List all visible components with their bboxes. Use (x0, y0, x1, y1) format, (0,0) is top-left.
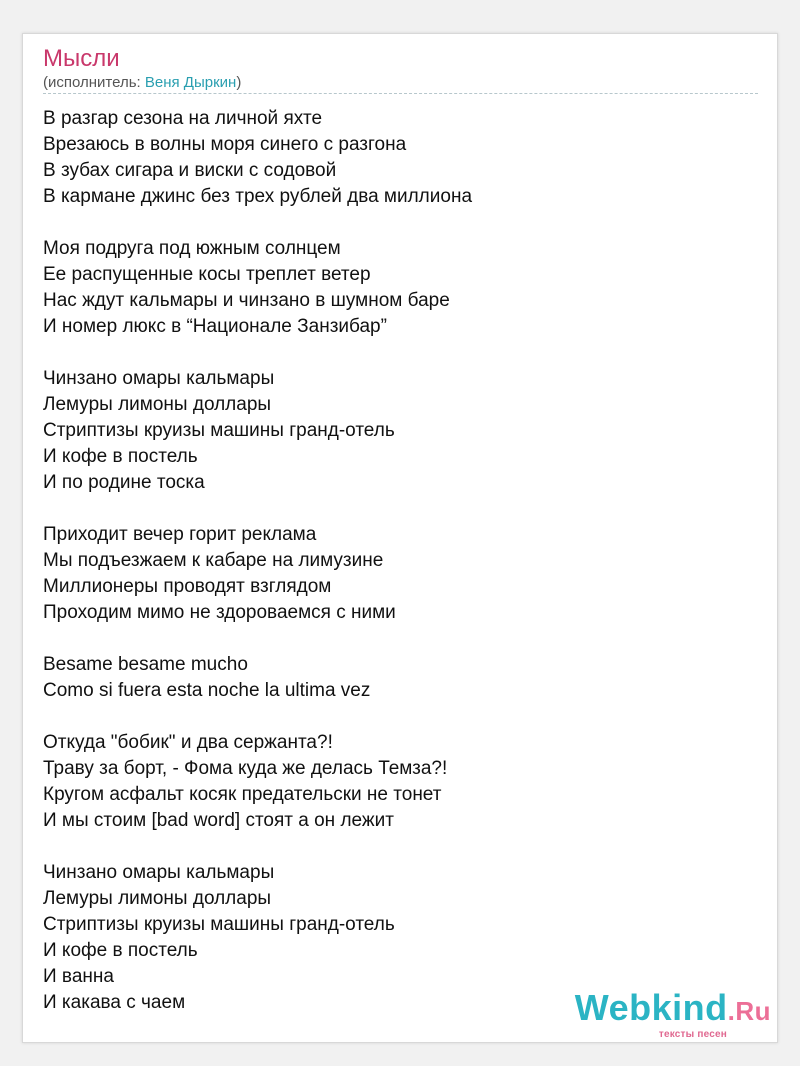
lyrics-line: Como si fuera esta noche la ultima vez (43, 680, 371, 701)
lyrics-line: Нас ждут кальмары и чинзано в шумном баре (43, 290, 450, 311)
lyrics-line: Стриптизы круизы машины гранд-отель (43, 420, 395, 441)
lyrics-line: Чинзано омары кальмары (43, 368, 275, 389)
lyrics-stanza (43, 366, 472, 496)
lyrics-line: В разгар сезона на личной яхте (43, 108, 323, 129)
lyrics-line: И кофе в постель (43, 446, 198, 467)
logo-tld: .Ru (727, 996, 771, 1026)
lyrics-line: Besame besame mucho (43, 654, 248, 675)
performer-line (43, 74, 241, 92)
performer-link[interactable]: Веня Дыркин (144, 74, 237, 91)
lyrics-line: И номер люкс в “Национале Занзибар” (43, 316, 387, 337)
lyrics-line: И мы стоим [bad word] стоят а он лежит (43, 810, 394, 831)
logo-wordmark (574, 987, 771, 1029)
lyrics-line: Приходит вечер горит реклама (43, 524, 317, 545)
lyrics-line: Кругом асфальт косяк предательски не тонет (43, 784, 442, 805)
lyrics-stanza (43, 860, 472, 1016)
lyrics-stanza (43, 652, 472, 704)
logo-tagline: тексты песен (658, 1029, 727, 1040)
performer-suffix: ) (236, 74, 242, 91)
lyrics-line: Лемуры лимоны доллары (43, 888, 272, 909)
logo-name: Webkind (574, 987, 728, 1028)
performer-prefix: (исполнитель: (43, 74, 145, 91)
lyrics-card (22, 33, 778, 1043)
lyrics-line: И ванна (43, 966, 114, 987)
song-title: Мысли (43, 45, 120, 72)
lyrics-line: Откуда "бобик" и два сержанта?! (43, 732, 333, 753)
lyrics-line: И какава с чаем (43, 992, 186, 1013)
lyrics-stanza (43, 236, 472, 340)
lyrics-line: В кармане джинс без трех рублей два миллиона (43, 186, 473, 207)
lyrics-line: Моя подруга под южным солнцем (43, 238, 341, 259)
lyrics-line: Лемуры лимоны доллары (43, 394, 272, 415)
lyrics-line: Траву за борт, - Фома куда же делась Темза?! (43, 758, 448, 779)
header-divider (43, 93, 758, 94)
lyrics-line: Врезаюсь в волны моря синего с разгона (43, 134, 407, 155)
lyrics-line: Ее распущенные косы треплет ветер (43, 264, 371, 285)
site-logo[interactable] (574, 987, 771, 1040)
lyrics-line: Миллионеры проводят взглядом (43, 576, 332, 597)
lyrics-line: Чинзано омары кальмары (43, 862, 275, 883)
lyrics-stanza (43, 106, 472, 210)
lyrics-stanza (43, 730, 472, 834)
lyrics-text (43, 106, 472, 1042)
lyrics-line: Проходим мимо не здороваемся с ними (43, 602, 396, 623)
lyrics-line: Мы подъезжаем к кабаре на лимузине (43, 550, 384, 571)
lyrics-line: И кофе в постель (43, 940, 198, 961)
lyrics-line: Стриптизы круизы машины гранд-отель (43, 914, 395, 935)
lyrics-line: В зубах сигара и виски с содовой (43, 160, 337, 181)
lyrics-line: И по родине тоска (43, 472, 205, 493)
lyrics-stanza (43, 522, 472, 626)
